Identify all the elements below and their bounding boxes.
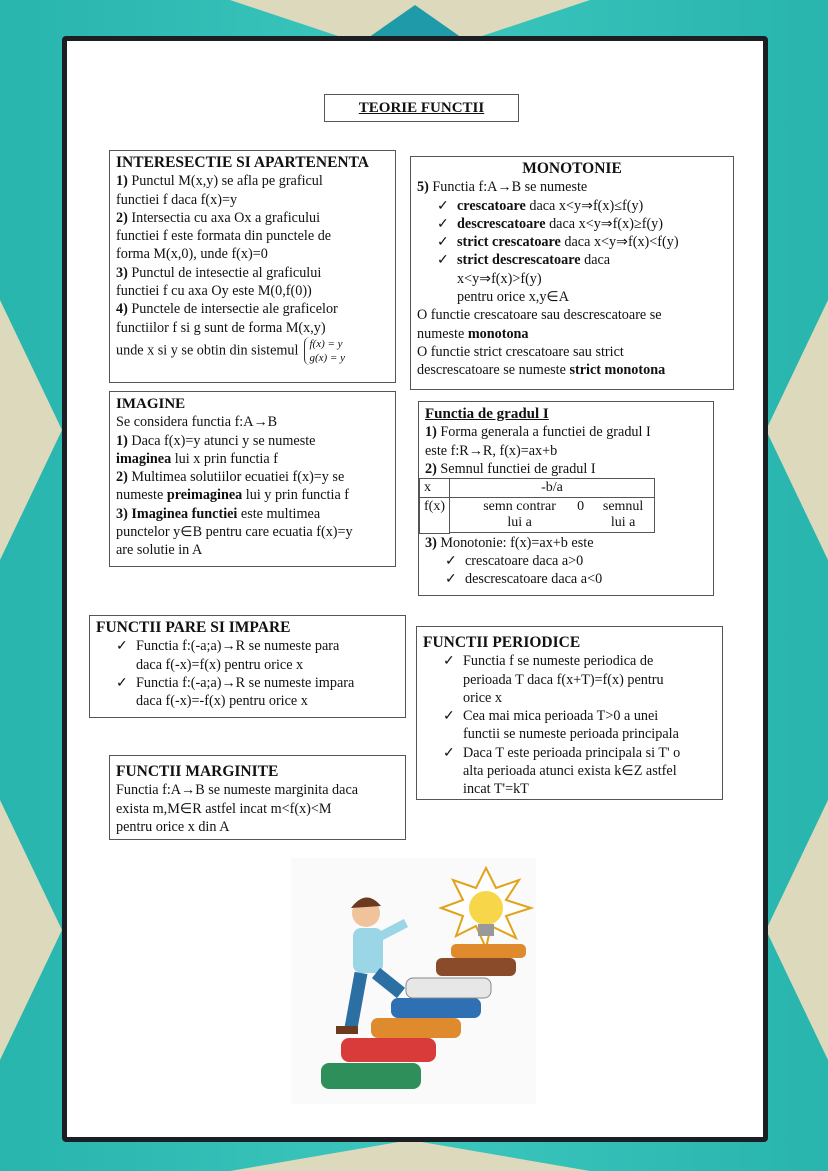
text-line — [116, 818, 399, 836]
bold-text: monotona — [467, 325, 529, 342]
text-line — [425, 442, 707, 460]
text-line — [116, 319, 389, 337]
bold-text: 2) — [425, 460, 437, 477]
text: daca f(-x)=f(x) pentru orice x — [136, 656, 304, 673]
text: semnul — [602, 499, 644, 515]
page-title: TEORIE FUNCTII — [358, 100, 485, 116]
frame-decoration — [0, 800, 62, 1060]
text-line — [116, 450, 389, 468]
text-line — [116, 486, 389, 504]
text-line — [116, 264, 389, 282]
text: lui a — [507, 515, 532, 531]
text-line — [417, 306, 727, 324]
table-cell: 0 — [573, 498, 592, 533]
text: Punctul M(x,y) se afla pe graficul — [127, 173, 323, 190]
text: pentru orice x din A — [116, 818, 230, 835]
frame-decoration — [0, 300, 62, 560]
bold-text: preimaginea — [166, 487, 243, 504]
text: numeste — [116, 487, 167, 504]
table-cell — [450, 498, 574, 533]
text: are solutie in A — [116, 542, 203, 559]
bold-text: strict crescatoare — [457, 234, 561, 251]
text: Functia f:A→B se numeste marginita daca — [116, 782, 359, 799]
text-line — [463, 671, 716, 689]
text: O functie strict crescatoare sau strict — [417, 343, 624, 360]
text: crescatoare daca a>0 — [465, 552, 584, 569]
section-functii-periodice — [416, 626, 723, 800]
text: lui a — [610, 515, 636, 531]
bold-text: 2) — [116, 209, 128, 226]
text-line — [116, 227, 389, 245]
bold-text: 4) — [116, 301, 128, 318]
text-line — [463, 780, 716, 798]
text: pentru orice x,y∈A — [457, 289, 570, 306]
text-line — [116, 337, 389, 365]
table-cell: x — [420, 479, 450, 498]
text: Cea mai mica perioada T>0 a unei — [463, 708, 659, 725]
text: functii se numeste perioada principala — [463, 726, 679, 743]
bold-text: 3) — [116, 264, 128, 281]
text-line — [417, 361, 727, 379]
text: Daca f(x)=y atunci y se numeste — [127, 432, 316, 449]
text: Functia f:(-a;a)→R se numeste para — [136, 638, 340, 655]
text: functiilor f si g sunt de forma M(x,y) — [116, 319, 326, 336]
sign-table — [419, 478, 655, 534]
section-title: FUNCTII PERIODICE — [423, 634, 581, 651]
illustration-man-climbing-books — [291, 858, 536, 1104]
frame-decoration — [230, 1140, 590, 1171]
bold-text: 5) — [417, 179, 429, 196]
bold-text: 3) Imaginea functiei — [116, 505, 238, 522]
text: este multimea — [237, 505, 321, 522]
text-line — [417, 343, 727, 361]
section-monotonie — [410, 156, 734, 390]
text: este f:R→R, f(x)=ax+b — [425, 442, 558, 459]
text-line — [116, 172, 389, 190]
text-line — [116, 300, 389, 318]
section-intersectie — [109, 150, 396, 383]
equation-system — [304, 337, 345, 365]
text-line — [116, 191, 389, 209]
text-line — [417, 325, 727, 343]
text-line — [116, 523, 389, 541]
text: Se considera functia f:A→B — [116, 414, 278, 431]
bold-text: strict descrescatoare — [457, 252, 581, 269]
text-line — [425, 423, 707, 441]
bold-text: imaginea — [116, 450, 172, 467]
bold-text: descrescatoare — [457, 215, 546, 232]
text: Monotonie: f(x)=ax+b este — [436, 534, 594, 551]
text: orice x — [463, 689, 502, 706]
text: daca f(-x)=-f(x) pentru orice x — [136, 693, 308, 710]
frame-decoration — [766, 300, 828, 560]
text-line — [116, 800, 399, 818]
text: Punctele de intersectie ale graficelor — [127, 301, 338, 318]
text: Multimea solutiilor ecuatiei f(x)=y se — [127, 469, 345, 486]
text: x<y⇒f(x)>f(y) — [457, 270, 542, 287]
bold-text: 1) — [116, 432, 128, 449]
text: semn contrar — [483, 499, 556, 515]
text-line — [116, 282, 389, 300]
text-line — [463, 689, 716, 707]
text: Forma generala a functiei de gradul I — [436, 424, 651, 441]
table-cell: f(x) — [420, 498, 450, 534]
section-title: Functia de gradul I — [425, 406, 549, 422]
text-line — [116, 413, 389, 431]
text: daca x<y⇒f(x)≥f(y) — [545, 215, 663, 232]
text-line — [116, 468, 389, 486]
text: exista m,M∈R astfel incat m<f(x)<M — [116, 800, 332, 817]
section-title: FUNCTII MARGINITE — [116, 763, 279, 780]
text: descrescatoare daca a<0 — [465, 571, 603, 588]
equation: g(x) = y — [309, 351, 345, 364]
text: Functia f se numeste periodica de — [463, 653, 654, 670]
checklist-item — [465, 570, 707, 588]
text: functiei f daca f(x)=y — [116, 191, 238, 208]
text-line — [457, 270, 727, 288]
text: daca x<y⇒f(x)≤f(y) — [525, 197, 644, 214]
section-title: FUNCTII PARE SI IMPARE — [96, 619, 291, 636]
checklist-item — [465, 552, 707, 570]
text: perioada T daca f(x+T)=f(x) pentru — [463, 671, 664, 688]
section-title: INTERESECTIE SI APARTENENTA — [116, 154, 369, 171]
text: numeste — [417, 325, 468, 342]
text: punctelor y∈B pentru care ecuatia f(x)=y — [116, 524, 353, 541]
bold-text: 3) — [425, 534, 437, 551]
section-functia-gradul-i — [418, 401, 714, 596]
text: forma M(x,0), unde f(x)=0 — [116, 246, 268, 263]
text: alta perioada atunci exista k∈Z astfel — [463, 763, 677, 780]
text: Functia f:(-a;a)→R se numeste impara — [136, 674, 355, 691]
text: daca — [580, 252, 611, 269]
checklist-item — [463, 744, 716, 762]
text: lui y prin functia f — [242, 487, 350, 504]
text-line — [136, 656, 399, 674]
text-line — [136, 692, 399, 710]
text-line — [116, 245, 389, 263]
text-line — [425, 460, 707, 478]
text-line — [457, 288, 727, 306]
text: Functia f:A→B se numeste — [428, 179, 588, 196]
checklist-item — [136, 637, 399, 655]
text-line — [463, 725, 716, 743]
equation: f(x) = y — [309, 337, 343, 350]
section-functii-marginite — [109, 755, 406, 840]
text: Punctul de intesectie al graficului — [127, 264, 322, 281]
text: functiei f este formata din punctele de — [116, 228, 332, 245]
text: daca x<y⇒f(x)<f(y) — [560, 234, 679, 251]
text: Semnul functiei de gradul I — [436, 460, 596, 477]
table-row — [420, 498, 655, 533]
text: unde x si y se obtin din sistemul — [116, 342, 299, 359]
text-line — [463, 762, 716, 780]
table-cell: -b/a — [450, 479, 655, 498]
page-title-box — [324, 94, 519, 122]
section-title: MONOTONIE — [522, 160, 622, 177]
bold-text: 2) — [116, 469, 128, 486]
checklist-item — [463, 652, 716, 670]
text: O functie crescatoare sau descrescatoare se — [417, 307, 662, 324]
text: Daca T este perioada principala si T' o — [463, 744, 681, 761]
frame-decoration — [365, 5, 465, 40]
table-cell — [592, 498, 654, 533]
checklist-item — [136, 674, 399, 692]
frame-decoration — [766, 800, 828, 1060]
table-row — [420, 479, 655, 498]
text: descrescatoare se numeste — [417, 362, 570, 379]
text: Intersectia cu axa Ox a graficului — [127, 209, 321, 226]
bold-text: 1) — [116, 173, 128, 190]
section-title: IMAGINE — [116, 396, 186, 412]
text: incat T'=kT — [463, 781, 529, 798]
text: functiei f cu axa Oy este M(0,f(0)) — [116, 283, 312, 300]
checklist-item — [457, 251, 727, 269]
bold-text: 1) — [425, 424, 437, 441]
checklist-item — [457, 233, 727, 251]
text-line — [116, 432, 389, 450]
bold-text: strict monotona — [569, 362, 666, 379]
text: lui x prin functia f — [171, 450, 278, 467]
text-line — [116, 541, 389, 559]
section-imagine — [109, 391, 396, 567]
text-line — [116, 209, 389, 227]
checklist-item — [457, 197, 727, 215]
text-line — [116, 781, 399, 799]
text-line — [116, 505, 389, 523]
section-functii-pare-impare — [89, 615, 406, 718]
text-line — [425, 534, 707, 552]
bold-text: crescatoare — [457, 197, 526, 214]
text-line — [417, 178, 727, 196]
checklist-item — [457, 215, 727, 233]
checklist-item — [463, 707, 716, 725]
